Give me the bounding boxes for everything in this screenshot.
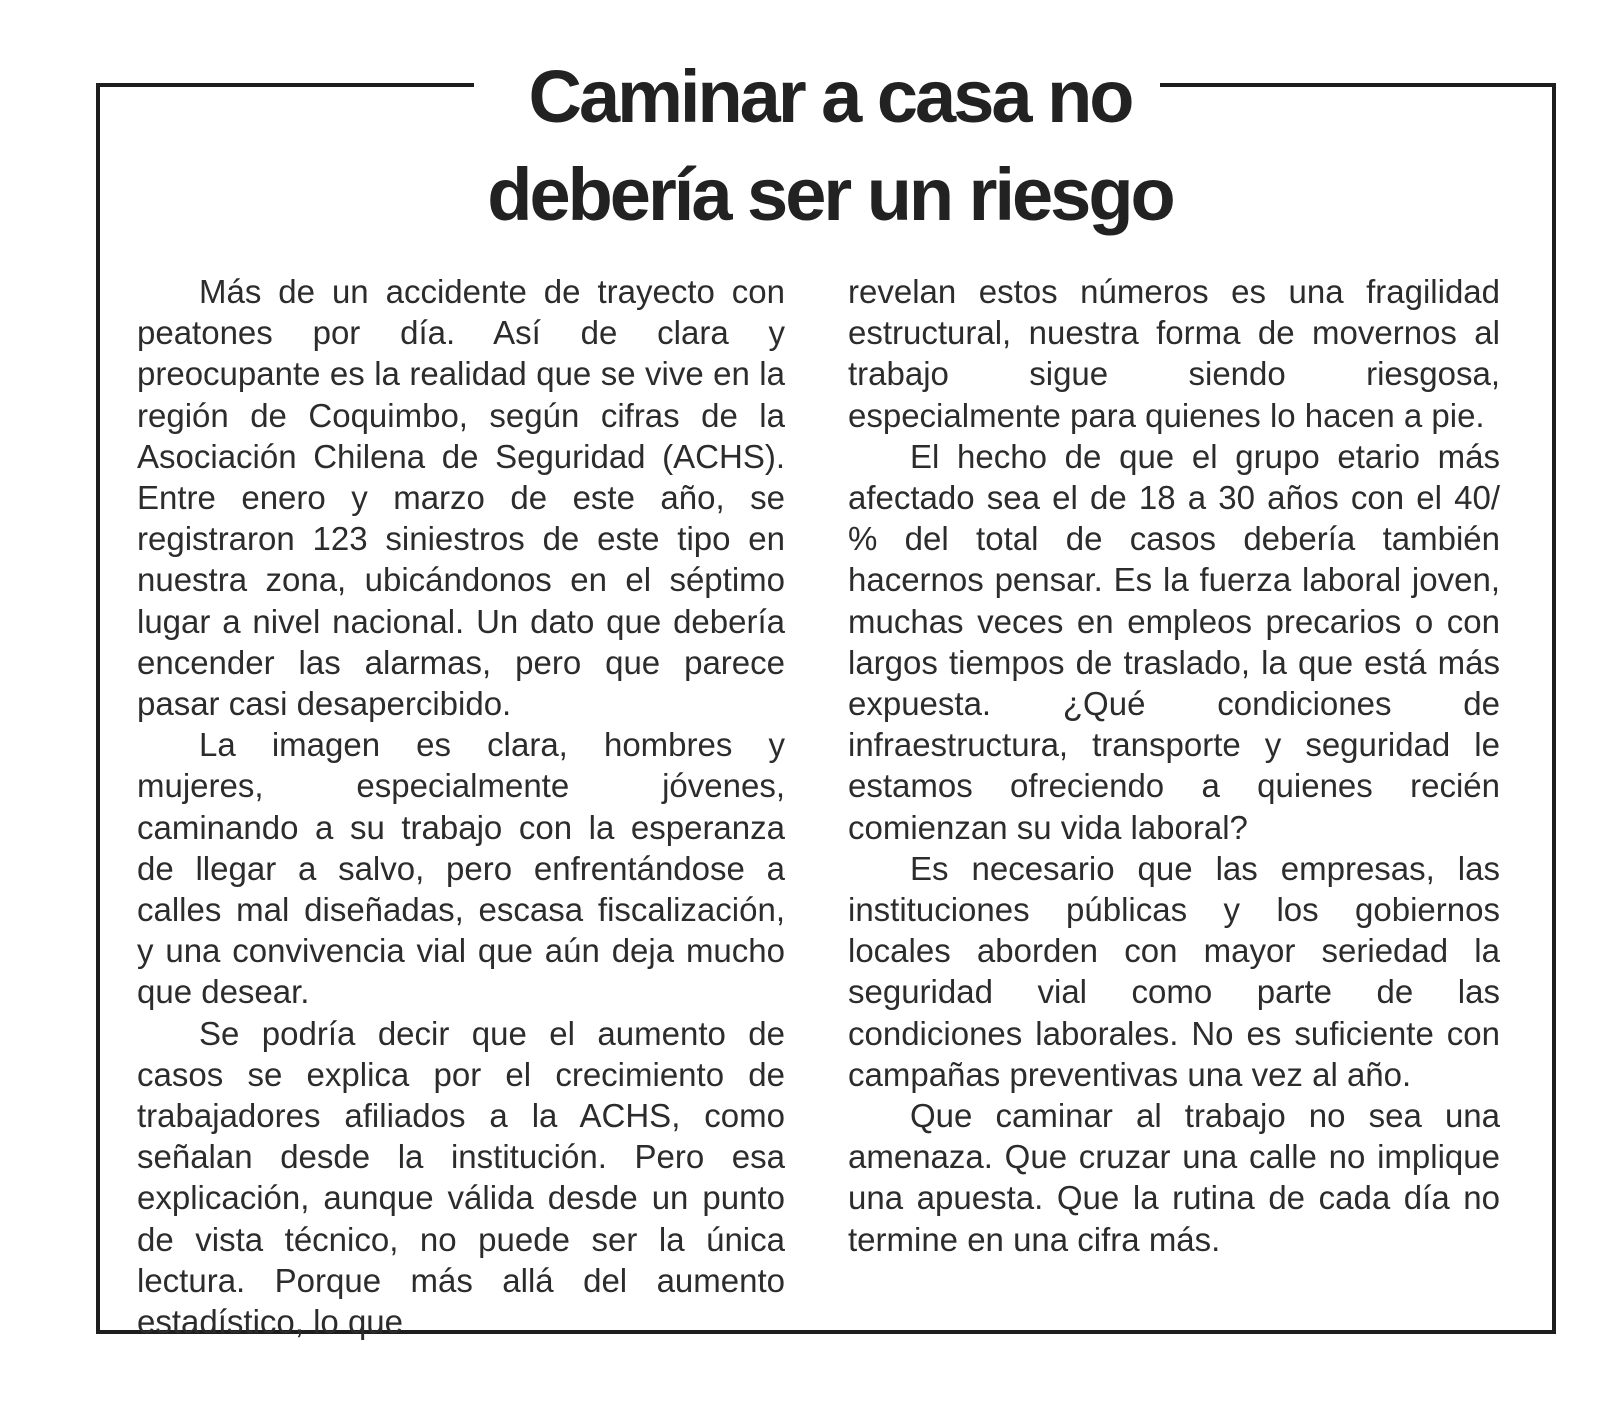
paragraph-3: Se podría decir que el aumento de casos se explica por el crecimiento de trabajadores afiliados a la ACHS, como señalan desde la institución. Pero esa explicación, aunque válida desde un punto de vista técnico, no puede ser la única lectura. Porque más allá del aumento estadístico, lo que [137, 1014, 785, 1341]
paragraph-1: Más de un accidente de trayecto con peatones por día. Así de clara y preocupante es la realidad que se vive en la región de Coquimbo, según cifras de la Asociación Chilena de Seguridad (ACHS). Entre enero y marzo de este año, se registraron 123 siniestros de este tipo en nuestra zona, ubicándonos en el séptimo lugar a nivel nacional. Un dato que debería encender las alarmas, pero que parece pasar casi desapercibido. [137, 273, 785, 723]
paragraph-2: La imagen es clara, hombres y mujeres, especialmente jóvenes, caminando a su trabajo con la esperanza de llegar a salvo, pero enfrentándose a calles mal diseñadas, escasa fiscalización, y una convivencia vial que aún deja mucho que desear. [137, 726, 785, 1011]
paragraph-6: Que caminar al trabajo no sea una amenaza. Que cruzar una calle no implique una apuesta. Que la rutina de cada día no termine en una cifra más. [848, 1097, 1500, 1258]
article-headline [420, 48, 1240, 244]
paragraph-5: Es necesario que las empresas, las instituciones públicas y los gobiernos locales aborden con mayor seriedad la seguridad vial como parte de las condiciones laborales. No es suficiente con campañas preventivas una vez al año. [848, 849, 1500, 1093]
headline-line-2: debería ser un riesgo [487, 153, 1173, 236]
paragraph-3-continued: revelan estos números es una fragilidad estructural, nuestra forma de movernos al trabajo sigue siendo riesgosa, especialmente para quienes lo hacen a pie. [848, 273, 1500, 434]
headline-line-1: Caminar a casa no [528, 55, 1132, 138]
article-column-left [137, 271, 785, 1342]
article-column-right [848, 271, 1500, 1260]
paragraph-4: El hecho de que el grupo etario más afectado sea el de 18 a 30 años con el 40/ % del total de casos debería también hacernos pensar. Es la fuerza laboral joven, muchas veces en empleos precarios o con largos tiempos de traslado, la que está más expuesta. ¿Qué condiciones de infraestructura, transporte y seguridad le estamos ofreciendo a quienes recién comienzan su vida laboral? [848, 437, 1500, 846]
